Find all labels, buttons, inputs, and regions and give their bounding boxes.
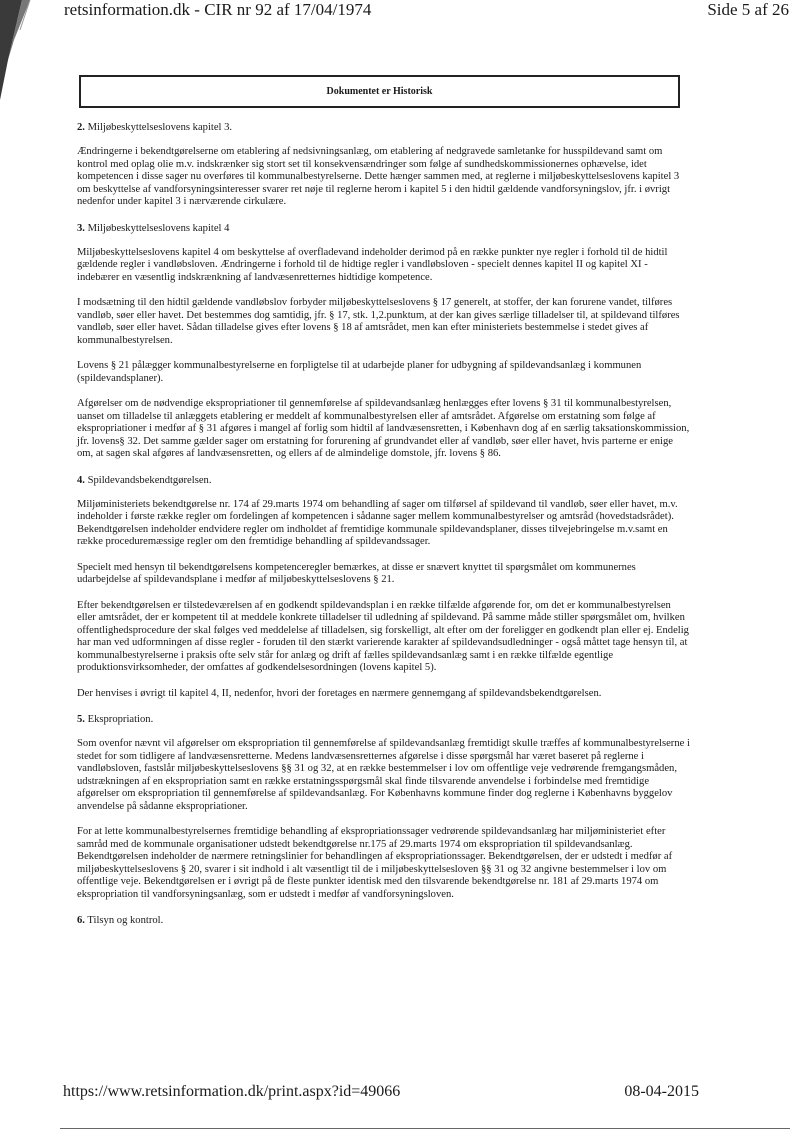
paragraph: Miljøministeriets bekendtgørelse nr. 174 af 29.marts 1974 om behandling af sager om tilførsel af spildevand til vandløb, søer eller havet, m.v. indeholder i første række regler om fordelingen af kompetencen i sådanne sager mellem kommunalbestyrelser og amtsråd (hovedstadsrådet). Bekendtgørelsen indeholder endvidere regler om indholdet af fremtidige kommunale spildevandsplaner, disses tilvejebringelse m.v.samt en række proceduremæssige regler om den fremtidige behandling af spildevandssager. (77, 498, 678, 547)
section-number: 2. (77, 122, 85, 133)
historic-banner (79, 75, 680, 108)
section-number: 6. (77, 915, 85, 926)
section-title: Ekspropriation. (87, 714, 154, 725)
section-title: Miljøbeskyttelseslovens kapitel 4 (87, 222, 230, 234)
header-source: retsinformation.dk - CIR nr 92 af 17/04/1974 (64, 0, 372, 19)
section-heading (77, 474, 690, 487)
section-title: Miljøbeskyttelseslovens kapitel 3. (87, 122, 233, 133)
scan-edge-mark (0, 0, 62, 110)
paragraph: Der henvises i øvrigt til kapitel 4, II, nedenfor, hvori der foretages en nærmere gennemgang af spildevandsbekendtgørelsen. (77, 687, 602, 699)
paragraph: Lovens § 21 pålægger kommunalbestyrelserne en forpligtelse til at udarbejde planer for udbygning af spildevandsanlæg i kommunen (spildevandsplaner). (77, 360, 642, 384)
section-heading (77, 222, 690, 235)
section-number: 4. (77, 474, 85, 486)
section-title: Tilsyn og kontrol. (87, 915, 164, 926)
paragraph: Som ovenfor nævnt vil afgørelser om ekspropriation til gennemførelse af spildevandsanlæg fremtidigt skulle træffes af kommunalbestyrelserne i stedet for som tidligere af landvæsensretterne. Medens landvæsensretternes afgørelse i disse spørgsmål har været baseret på reglerne i vandløbsloven, fastslår miljøbeskyttelseslovens §§ 31 og 32, at en række bestemmelser i lov om offentlige veje vedrørende fremgangsmåden, udstrækningen af en ekspropriation samt en række erstatningsspørgsmål skal finde tilsvarende anvendelse i forbindelse med fremtidige afgørelser om ekspropriation til gennemførelse af spildevandsanlæg. For Københavns kommune finder dog reglerne i Københavns byggelov anvendelse på sådanne ekspropriationer. (77, 738, 690, 812)
paragraph: Ændringerne i bekendtgørelserne om etablering af nedsivningsanlæg, om etablering af nedgravede samletanke for husspildevand samt om kontrol med oplag olie m.v. indskrænker sig stort set til konsekvensændringer som følge af sundhedskommissionernes ophævelse, idet kompetencen i disse sager nu overføres til kommunalbestyrelserne. Dette hænger sammen med, at reglerne i miljøbeskyttelseslovens kapitel 3 om beskyttelse af vandforsyningsinteresser svarer ret nøje til reglerne herom i kapitel 5 i den hidtil gældende vandforsyningslov, jfr. i øvrigt nedenfor under kapitel 3 i nærværende cirkulære. (77, 146, 680, 207)
paragraph: Specielt med hensyn til bekendtgørelsens kompetenceregler bemærkes, at disse er snævert knyttet til spørgsmålet om kommunernes udarbejdelse af spildevandsplane i medfør af miljøbeskyttelseslovens § 21. (77, 561, 636, 585)
section-heading (77, 713, 690, 726)
header-page-number: Side 5 af 26 (707, 0, 789, 19)
section-number: 3. (77, 222, 85, 234)
section-heading (77, 121, 690, 134)
paragraph: Afgørelser om de nødvendige ekspropriationer til gennemførelse af spildevandsanlæg henlægges efter lovens § 31 til kommunalbestyrelsen, uanset om tilladelse til anlæggets etablering er meddelt af kommunalbestyrelsen eller af amtsrådet. Afgørelse om erstatning som følge af ekspropriationer i medfør af § 31 afgøres i mangel af forlig som hidtil af landvæsensretten, i København dog af en særlig taksationskommission, jfr. lovens§ 32. Det samme gælder sager om erstatning for forurening af grundvandet eller af vandløb, søer eller havet, hvis parterne er enige om, at sagen skal afgøres af landvæsensretten, og ellers af de almindelige domstole, jfr. lovens § 86. (77, 398, 690, 459)
bottom-rule (60, 1128, 790, 1129)
paragraph: I modsætning til den hidtil gældende vandløbslov forbyder miljøbeskyttelseslovens § 17 generelt, at stoffer, der kan forurene vandet, tilføres vandløb, søer eller havet. Det bestemmes dog samtidig, jfr. § 17, stk. 1,2.punktum, at der kan gives særlige tilladelser til, at spildevand tilføres vandløb, søer eller havet. Sådan tilladelse gives efter lovens § 18 af amtsrådet, men kan efter ministeriets bestemmelse i stedet gives af kommunalbestyrelsen. (77, 297, 680, 346)
section-heading (77, 914, 690, 927)
paragraph: Efter bekendtgørelsen er tilstedeværelsen af en godkendt spildevandsplan i en række tilfælde afgørende for, om det er kommunalbestyrelsen eller amtsrådet, der er kompetent til at meddele konkrete tilladelser til udledning af spildevand. På samme måde stiller spørgsmålet om, hvilken offentlighedsprocedure der skal følges ved meddelelse af tilladelsen, sig forskelligt, alt efter om der foreligger en godkendt plan eller ej. Endelig har man ved udformningen af disse regler - foruden til den stærkt varierende karakter af spildevandsudledninger - også måttet tage hensyn til, at kommunalbestyrelserne i praksis ofte selv står for anlæg og drift af fælles spildevandsanlæg samt i en række tilfælde egentlige produktionsvirksomheder, der omfattes af godkendelsesordningen (lovens kapitel 5). (77, 599, 689, 673)
section-number: 5. (77, 714, 85, 725)
document-body (77, 121, 690, 939)
paragraph: For at lette kommunalbestyrelsernes fremtidige behandling af ekspropriationssager vedrørende spildevandsanlæg har miljøministeriet efter samråd med de kommunale organisationer udstedt bekendtgørelse nr.175 af 29.marts 1974 om ekspropriation til spildevandsanlæg. Bekendtgørelsen indeholder de nærmere retningslinier for behandlingen af ekspropriationssager. Bekendtgørelsen, der er udstedt i medfør af miljøbeskyttelseslovens § 20, svarer i sit indhold i alt væsentligt til de i miljøbeskyttelsesloven §§ 31 og 32 angivne bestemmelser i lov om offentlige veje. Bekendtgørelsen er i øvrigt på de fleste punkter identisk med den tilsvarende bekendtgørelse nr. 181 af 29.marts 1974 om ekspropriation til vandforsyningsanlæg, som er udstedt i medfør af vandforsyningsloven. (77, 826, 673, 900)
footer-date: 08-04-2015 (624, 1083, 699, 1100)
historic-banner-text: Dokumentet er Historisk (326, 86, 433, 97)
section-title: Spildevandsbekendtgørelsen. (87, 474, 212, 486)
paragraph: Miljøbeskyttelseslovens kapitel 4 om beskyttelse af overfladevand indeholder derimod på en række punkter nye regler i forhold til de hidtil gældende regler i vandløbsloven. Ændringerne i forhold til de hidtige regler i vandløbsloven - specielt dennes kapitel II og kapitel XI - indebærer en væsentlig indskrænkning af landvæsenretternes hidtidige kompetence. (77, 246, 668, 283)
footer-url: https://www.retsinformation.dk/print.aspx?id=49066 (63, 1083, 401, 1100)
